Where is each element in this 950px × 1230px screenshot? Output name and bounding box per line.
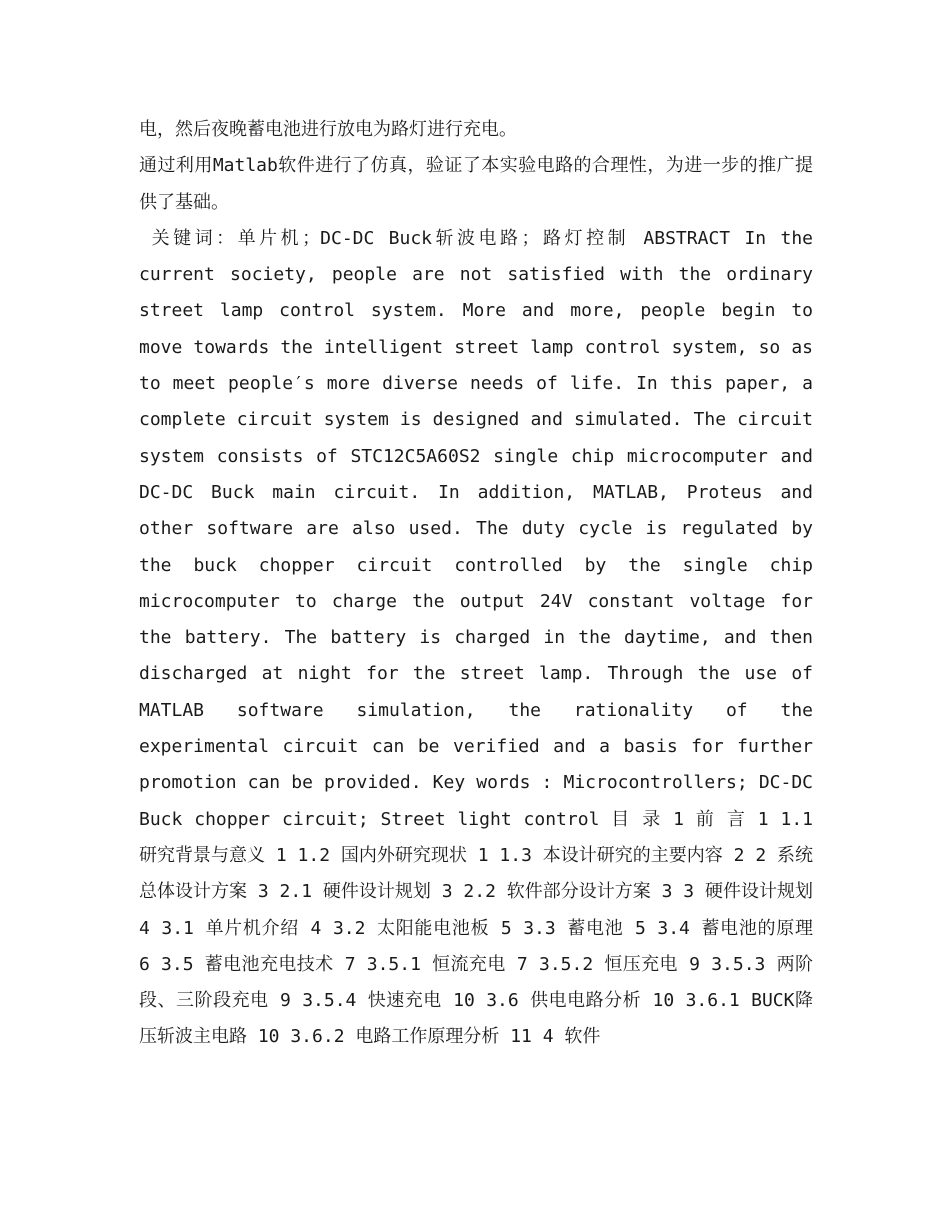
- document-body: [139, 112, 813, 1056]
- paragraph-continuation: 电，然后夜晚蓄电池进行放电为路灯进行充电。: [139, 119, 517, 140]
- paragraph-simulation: 通过利用Matlab软件进行了仿真，验证了本实验电路的合理性，为进一步的推广提供了基础。: [139, 155, 813, 213]
- paragraph-keywords-abstract-toc: 关键词：单片机；DC-DC Buck斩波电路；路灯控制 ABSTRACT In the current society, people are not satisfied with the ordinary street lamp control system. More and more, people begin to move towards the intelligent street lamp control system, so as to meet people′s more diverse needs of life. In this paper, a complete circuit system is designed and simulated. The circuit system consists of STC12C5A60S2 single chip microcomputer and DC-DC Buck main circuit. In addition, MATLAB, Proteus and other software are also used. The duty cycle is regulated by the buck chopper circuit controlled by the single chip microcomputer to charge the output 24V constant voltage for the battery. The battery is charged in the daytime, and then discharged at night for the street lamp. Through the use of MATLAB software simulation, the rationality of the experimental circuit can be verified and a basis for further promotion can be provided. Key words : Microcontrollers; DC-DC Buck chopper circuit; Street light control 目 录 1 前 言 1 1.1 研究背景与意义 1 1.2 国内外研究现状 1 1.3 本设计研究的主要内容 2 2 系统总体设计方案 3 2.1 硬件设计规划 3 2.2 软件部分设计方案 3 3 硬件设计规划 4 3.1 单片机介绍 4 3.2 太阳能电池板 5 3.3 蓄电池 5 3.4 蓄电池的原理 6 3.5 蓄电池充电技术 7 3.5.1 恒流充电 7 3.5.2 恒压充电 9 3.5.3 两阶段、三阶段充电 9 3.5.4 快速充电 10 3.6 供电电路分析 10 3.6.1 BUCK降压斩波主电路 10 3.6.2 电路工作原理分析 11 4 软件: [139, 227, 813, 1048]
